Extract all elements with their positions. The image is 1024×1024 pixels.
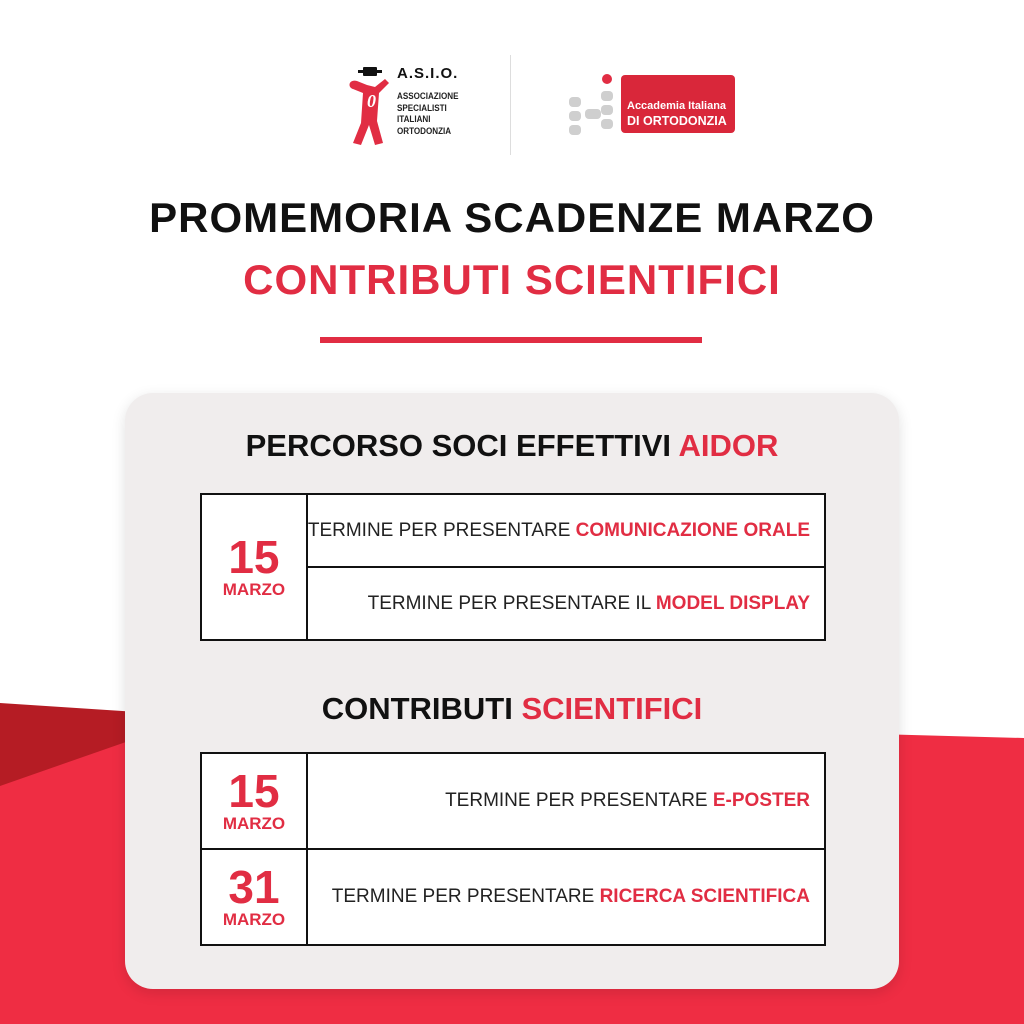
- table-row: [201, 494, 825, 567]
- deadline-description: TERMINE PER PRESENTARE COMUNICAZIONE ORALE: [307, 494, 825, 567]
- running-figure-icon: [345, 63, 395, 148]
- asio-abbreviation: A.S.I.O.: [397, 65, 459, 82]
- page-title: PROMEMORIA SCADENZE MARZO: [149, 194, 875, 241]
- date-cell: [201, 753, 307, 849]
- deadline-description: TERMINE PER PRESENTARE E-POSTER: [307, 753, 825, 849]
- page-subtitle: CONTRIBUTI SCIENTIFICI: [243, 256, 781, 303]
- table-row: [201, 753, 825, 849]
- deadlines-table-aidor: [200, 493, 826, 641]
- aio-logo: [565, 71, 740, 141]
- logo-divider: [510, 55, 511, 155]
- aio-name-line2: DI ORTODONZIA: [627, 114, 727, 128]
- deadlines-table-contributi: [200, 752, 826, 946]
- date-day: 31: [228, 861, 280, 913]
- asio-full-name: ASSOCIAZIONE SPECIALISTI ITALIANI ORTODONZIA: [397, 91, 459, 137]
- date-cell: [201, 849, 307, 945]
- asio-logo: [345, 63, 465, 153]
- dots-figure-icon: [565, 71, 621, 141]
- header-logos: [0, 55, 1024, 160]
- section-heading-aidor: PERCORSO SOCI EFFETTIVI AIDOR: [245, 428, 779, 463]
- date-cell: [201, 494, 307, 640]
- aio-badge: [621, 75, 735, 133]
- date-day: 15: [228, 765, 280, 817]
- date-month: MARZO: [222, 580, 286, 599]
- title-underline: [320, 337, 702, 343]
- deadline-description: TERMINE PER PRESENTARE RICERCA SCIENTIFICA: [307, 849, 825, 945]
- date-day: 15: [228, 531, 280, 583]
- svg-text:0: 0: [367, 91, 376, 111]
- date-month: MARZO: [222, 910, 286, 929]
- deadline-description: TERMINE PER PRESENTARE IL MODEL DISPLAY: [307, 567, 825, 640]
- table-row: [201, 849, 825, 945]
- deadlines-card: [125, 393, 899, 989]
- date-month: MARZO: [222, 814, 286, 833]
- section-heading-contributi: CONTRIBUTI SCIENTIFICI: [321, 691, 703, 726]
- aio-name-line1: Accademia Italiana: [627, 100, 727, 112]
